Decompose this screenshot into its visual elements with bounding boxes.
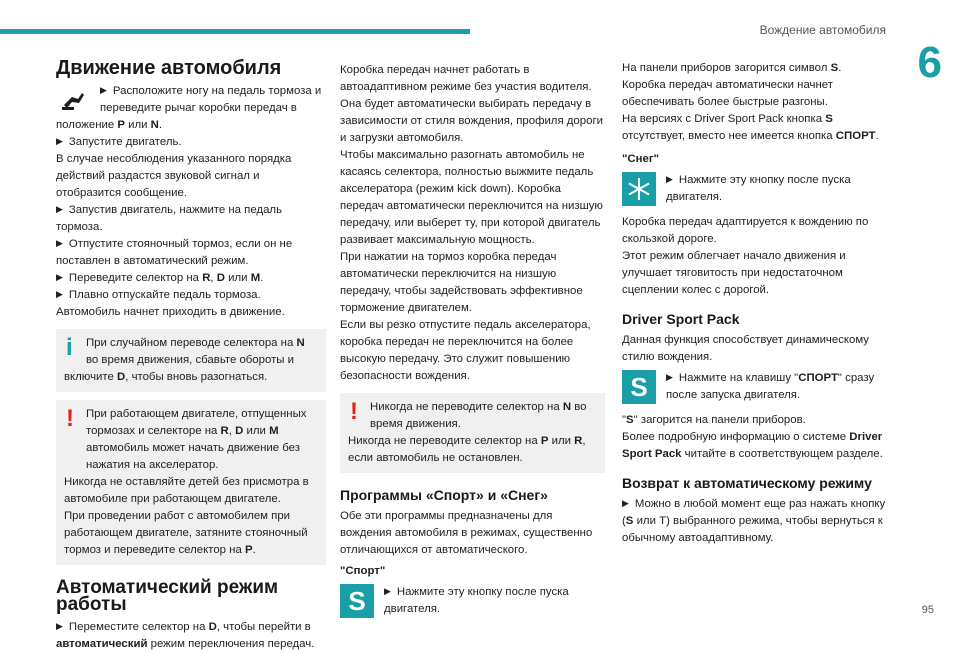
warning-note-1	[56, 400, 326, 565]
warning-icon: !	[66, 405, 74, 432]
sport-indicator-paragraph: На панели приборов загорится символ S.	[622, 62, 842, 74]
page-number: 95	[921, 604, 934, 616]
step-3: ▶ Запустив двигатель, нажмите на педаль тормоза.	[56, 202, 326, 236]
auto-mode-step: ▶ Переместите селектор на D, чтобы перейти в автоматический режим переключения передач.	[56, 619, 326, 653]
dsp-s-icon: S	[622, 370, 656, 404]
snow-benefit-paragraph: Этот режим облегчает начало движения и улучшает тяговитость при недостаточном сцеплении колес с дорогой.	[622, 250, 846, 296]
header-accent-bar	[0, 29, 470, 34]
return-step: ▶ Можно в любой момент еще раз нажать кнопку (S или T) выбранного режима, чтобы вернуться к обычному автоадаптивному.	[622, 496, 887, 547]
dsp-step-text: ▶ Нажмите на клавишу "СПОРТ" сразу после запуска двигателя.	[666, 370, 887, 404]
warning-note-text: При работающем двигателе, отпущенных тормозах и селекторе на R, D или M автомобиль может начать движение без нажатия на акселератор.	[86, 408, 307, 471]
sport-step-text: ▶ Нажмите эту кнопку после пуска двигателя.	[384, 584, 605, 618]
dsp-more-info-paragraph: Более подробную информацию о системе Driver Sport Pack читайте в соответствующем разделе.	[622, 431, 883, 460]
step-6: ▶ Плавно отпускайте педаль тормоза.	[56, 287, 326, 304]
section-title-programs: Программы «Спорт» и «Снег»	[340, 487, 548, 503]
sport-effect-paragraph: Коробка передач автоматически начнет обеспечивать более быстрые разгоны.	[622, 79, 833, 108]
warning-note-2-text: Никогда не переводите селектор на N во время движения.	[370, 401, 587, 430]
kickdown-paragraph: Чтобы максимально разогнать автомобиль не касаясь селектора, полностью выжмите педаль акселератора (режим kick down). Коробка передач автоматически переключится на низшую передачу, или выберет ту, при которой двигатель развивает максимальную мощность.	[340, 149, 603, 246]
section-title-driving: Движение автомобиля	[56, 57, 282, 79]
dsp-indicator-paragraph: "S" загорится на панели приборов.	[622, 414, 806, 426]
warning-note-2-text-2: Никогда не переводите селектор на P или R, если автомобиль не остановлен.	[348, 435, 586, 464]
braking-paragraph: При нажатии на тормоз коробка передач автоматически переключится на низшую передачу, чтобы задействовать эффективное торможение двигателем.	[340, 251, 583, 314]
snowflake-icon	[622, 172, 656, 206]
sport-label: "Спорт"	[340, 565, 386, 577]
section-title-return: Возврат к автоматическому режиму	[622, 475, 872, 491]
snow-step	[622, 172, 887, 206]
step-2: ▶ Запустите двигатель.	[56, 134, 326, 151]
warning-note-maintenance: При проведении работ с автомобилем при работающем двигателе, затяните стояночный тормоз и переведите селектор на P.	[64, 510, 308, 556]
page-header-title: Вождение автомобиля	[759, 23, 886, 37]
info-icon: i	[66, 334, 73, 361]
column-1	[56, 57, 326, 653]
foot-on-brake-icon	[56, 83, 90, 117]
warning-note-children: Никогда не оставляйте детей без присмотра в автомобиле при работающем двигателе.	[64, 476, 309, 505]
release-accelerator-paragraph: Если вы резко отпустите педаль акселератора, коробка передач не переключится на более высокую передачу. Это служит повышению безопасности вождения.	[340, 319, 591, 382]
step-1: ▶ Расположите ногу на педаль тормоза и переведите рычаг коробки передач в	[100, 83, 326, 117]
sport-s-icon: S	[340, 584, 374, 618]
snow-adapt-paragraph: Коробка передач адаптируется к вождению по скользкой дороге.	[622, 216, 869, 245]
warning-note-2	[340, 393, 605, 473]
snow-step-text: ▶ Нажмите эту кнопку после пуска двигателя.	[666, 172, 887, 206]
column-2	[340, 62, 605, 618]
sport-step	[340, 584, 605, 618]
step-1-continued: положение P или N.	[56, 119, 163, 131]
column-3	[622, 60, 887, 547]
step-4: ▶ Отпустите стояночный тормоз, если он не поставлен в автоматический режим.	[56, 236, 326, 270]
programs-paragraph: Обе эти программы предназначены для вождения автомобиля в режимах, существенно отличающихся от автоматического.	[340, 510, 593, 556]
paragraph-vehicle-moves: Автомобиль начнет приходить в движение.	[56, 306, 285, 318]
warning-icon: !	[350, 398, 358, 425]
info-note-text-2: включите D, чтобы вновь разогнаться.	[64, 371, 268, 383]
info-note-text: При случайном переводе селектора на N во время движения, сбавьте обороты и	[86, 337, 305, 366]
paragraph-warning-sound: В случае несоблюдения указанного порядка действий раздастся звуковой сигнал и отобразится сообщение.	[56, 153, 292, 199]
auto-adaptive-paragraph: Коробка передач начнет работать в автоадаптивном режиме без участия водителя. Она будет автоматически выбирать передачу в зависимости от стиля вождения, профиля дороги и загрузки автомобиля.	[340, 64, 603, 144]
snow-label: "Снег"	[622, 153, 659, 165]
step-5: ▶ Переведите селектор на R, D или M.	[56, 270, 326, 287]
step-with-icon	[56, 83, 326, 117]
dsp-version-paragraph: На версиях с Driver Sport Pack кнопка S отсутствует, вместо нее имеется кнопка СПОРТ.	[622, 113, 879, 142]
dsp-paragraph: Данная функция способствует динамическому стилю вождения.	[622, 334, 869, 363]
section-title-dsp: Driver Sport Pack	[622, 311, 740, 327]
section-title-auto-mode: Автоматический режим работы	[56, 577, 279, 615]
info-note	[56, 329, 326, 392]
chapter-number: 6	[917, 38, 942, 87]
dsp-step	[622, 370, 887, 404]
